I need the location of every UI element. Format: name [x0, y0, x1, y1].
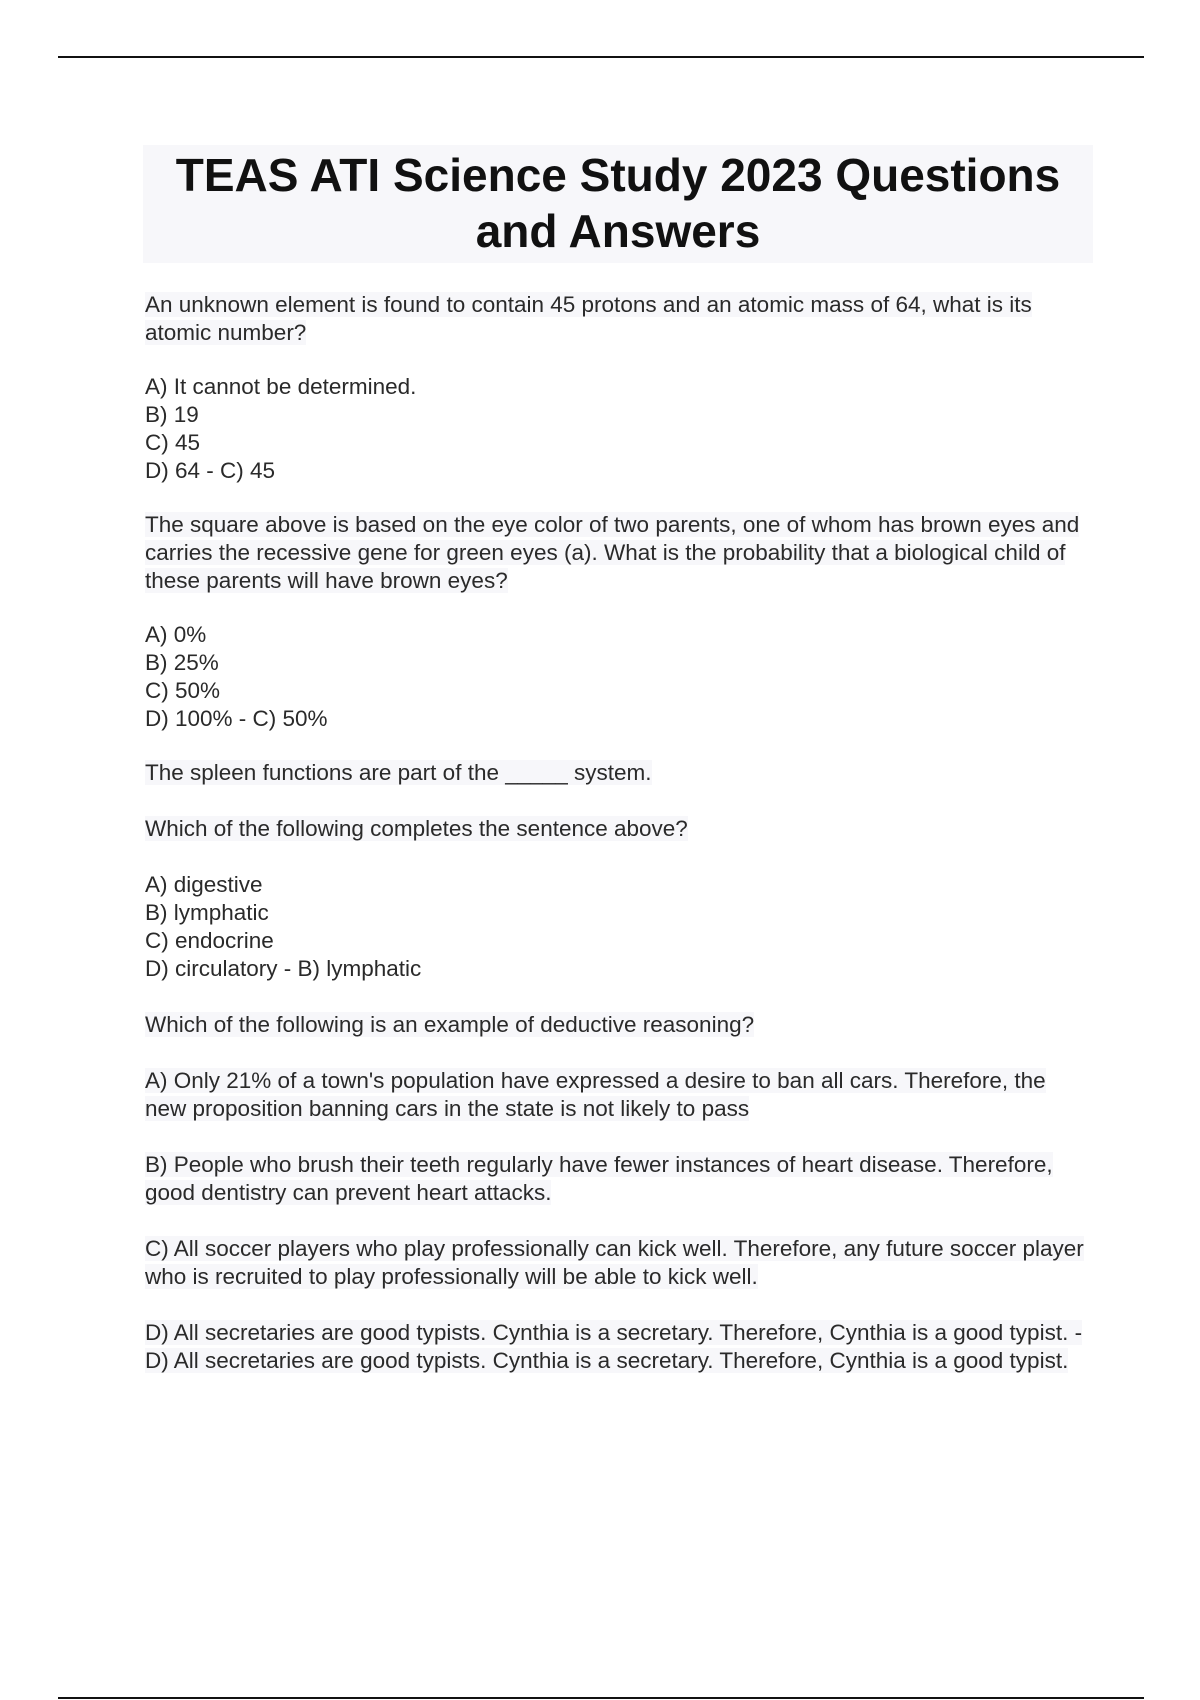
question-4-option-b-text: B) People who brush their teeth regularly have fewer instances of heart disease. Therefore, good dentistry can prevent heart attacks.	[145, 1152, 1053, 1205]
top-rule	[58, 56, 1144, 58]
question-4-option-a-text: A) Only 21% of a town's population have expressed a desire to ban all cars. Therefore, the new proposition banning cars in the state is not likely to pass	[145, 1068, 1046, 1121]
question-4	[145, 1011, 1093, 1039]
document-body	[145, 145, 1093, 1375]
question-1-prompt: An unknown element is found to contain 45 protons and an atomic mass of 64, what is its atomic number?	[145, 292, 1032, 345]
question-2-option-b: B) 25%	[145, 650, 219, 675]
question-1	[145, 291, 1093, 347]
question-3-option-d-answer: D) circulatory - B) lymphatic	[145, 956, 422, 981]
question-2-option-a: A) 0%	[145, 622, 207, 647]
question-3-option-b: B) lymphatic	[145, 900, 269, 925]
question-3-prompt: The spleen functions are part of the _____ system.	[145, 760, 652, 785]
question-3-option-c: C) endocrine	[145, 928, 274, 953]
question-1-option-a: A) It cannot be determined.	[145, 374, 417, 399]
question-2-option-d-answer: D) 100% - C) 50%	[145, 706, 328, 731]
question-3-option-a: A) digestive	[145, 872, 263, 897]
question-4-option-c	[145, 1235, 1093, 1291]
question-2-prompt: The square above is based on the eye color of two parents, one of whom has brown eyes and carries the recessive gene for green eyes (a). What is the probability that a biological child of these parents will have brown eyes?	[145, 512, 1080, 593]
question-2-options	[145, 621, 1093, 733]
question-4-option-c-text: C) All soccer players who play professionally can kick well. Therefore, any future soccer player who is recruited to play professionally will be able to kick well.	[145, 1236, 1084, 1289]
question-1-option-d-answer: D) 64 - C) 45	[145, 458, 276, 483]
question-4-prompt: Which of the following is an example of deductive reasoning?	[145, 1012, 755, 1037]
question-1-options	[145, 373, 1093, 485]
question-1-option-c: C) 45	[145, 430, 201, 455]
question-4-option-b	[145, 1151, 1093, 1207]
bottom-rule	[58, 1697, 1144, 1699]
title-block	[143, 145, 1093, 263]
question-3-followup	[145, 815, 1093, 843]
question-2-option-c: C) 50%	[145, 678, 221, 703]
question-1-option-b: B) 19	[145, 402, 199, 427]
question-2	[145, 511, 1093, 595]
question-4-option-d-answer	[145, 1319, 1093, 1375]
question-3-prompt-2: Which of the following completes the sentence above?	[145, 816, 688, 841]
page-title: TEAS ATI Science Study 2023 Questions and Answers	[175, 149, 1061, 257]
question-4-option-d-text: D) All secretaries are good typists. Cynthia is a secretary. Therefore, Cynthia is a good typist. - D) All secretaries are good typists. Cynthia is a secretary. Therefore, Cynthia is a good typist.	[145, 1320, 1083, 1373]
question-3-options	[145, 871, 1093, 983]
question-4-option-a	[145, 1067, 1093, 1123]
question-3	[145, 759, 1093, 787]
